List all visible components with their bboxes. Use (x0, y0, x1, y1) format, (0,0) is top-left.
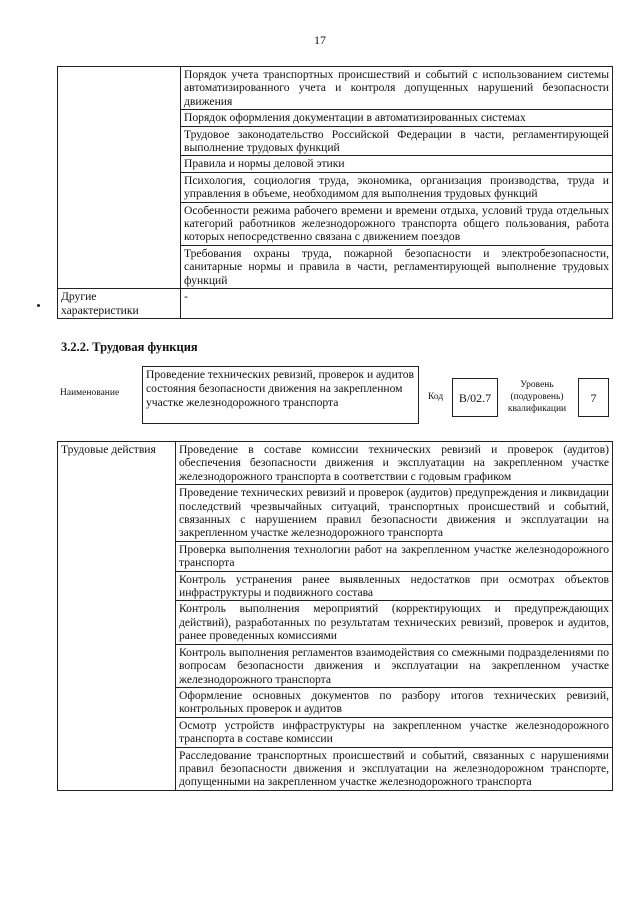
section-heading: 3.2.2. Трудовая функция (61, 340, 198, 354)
table-row (58, 67, 613, 110)
row-text: Порядок оформления документации в автоматизированных системах (181, 110, 613, 126)
row-text: Трудовое законодательство Российской Федерации в части, регламентирующей выполнение трудовых функций (181, 126, 613, 156)
table-row (58, 289, 613, 319)
row-text: Контроль устранения ранее выявленных недостатков при осмотрах объектов инфраструктуры и подвижного состава (176, 571, 613, 601)
row-label: Другие характеристики (58, 289, 181, 319)
row-text: Расследование транспортных происшествий и событий, связанных с нарушениями правил безопасности движения и эксплуатации на железнодорожном транспорте, допущенными на закрепленном участке железнодорожного транспорта (176, 747, 613, 790)
code-value: B/02.7 (452, 378, 498, 417)
labor-actions-table (57, 441, 613, 791)
row-text: Осмотр устройств инфраструктуры на закрепленном участке железнодорожного транспорта в составе комиссии (176, 717, 613, 747)
row-text: Проведение технических ревизий и проверок (аудитов) предупреждения и ликвидации последствий чрезвычайных ситуаций, транспортных происшествий и событий, связанных с нарушением правил безопасности движения и эксплуатации на закрепленном участке железнодорожного транспорта (176, 485, 613, 542)
knowledge-table (57, 66, 613, 319)
row-text: Психология, социология труда, экономика, организация производства, труда и управления в объеме, необходимом для выполнения трудовых функций (181, 172, 613, 202)
code-label: Код (428, 392, 444, 402)
row-text: Контроль выполнения регламентов взаимодействия со смежными подразделениями по вопросам безопасности движения и эксплуатации на закрепленном участке железнодорожного транспорта (176, 644, 613, 687)
page-number: 17 (314, 33, 326, 47)
row-label: Трудовые действия (58, 442, 176, 791)
row-text: Проведение в составе комиссии технических ревизий и проверок (аудитов) обеспечения безопасности движения и эксплуатации на закрепленном участке железнодорожного транспорта в соответствии с годовым графиком (176, 442, 613, 485)
row-text: Контроль выполнения мероприятий (корректирующих и предупреждающих действий), разработанных по результатам технических ревизий, проверок и аудитов, ранее проведенных комиссиями (176, 601, 613, 644)
level-label: Уровень (подуровень) квалификации (507, 380, 567, 414)
level-value: 7 (578, 378, 609, 417)
row-text: Порядок учета транспортных происшествий и событий с использованием системы автоматизированного учета и контроля допущенных нарушений безопасности движения (181, 67, 613, 110)
row-text: Особенности режима рабочего времени и времени отдыха, условий труда отдельных категорий работников железнодорожного транспорта общего пользования, работа которых непосредственно связана с движением поездов (181, 202, 613, 245)
row-text: Правила и нормы деловой этики (181, 156, 613, 172)
row-text: Требования охраны труда, пожарной безопасности и электробезопасности, санитарные нормы и правила в части, регламентирующей выполнение трудовых функций (181, 245, 613, 288)
function-name: Проведение технических ревизий, проверок и аудитов состояния безопасности движения на закрепленном участке железнодорожного транспорта (142, 366, 419, 424)
table-row (58, 442, 613, 485)
name-label: Наименование (60, 388, 120, 398)
row-label (58, 67, 181, 289)
scan-dot-mark (37, 304, 40, 307)
row-text: - (181, 289, 613, 319)
row-text: Оформление основных документов по разбору итогов технических ревизий, контрольных проверок и аудитов (176, 687, 613, 717)
row-text: Проверка выполнения технологии работ на закрепленном участке железнодорожного транспорта (176, 541, 613, 571)
